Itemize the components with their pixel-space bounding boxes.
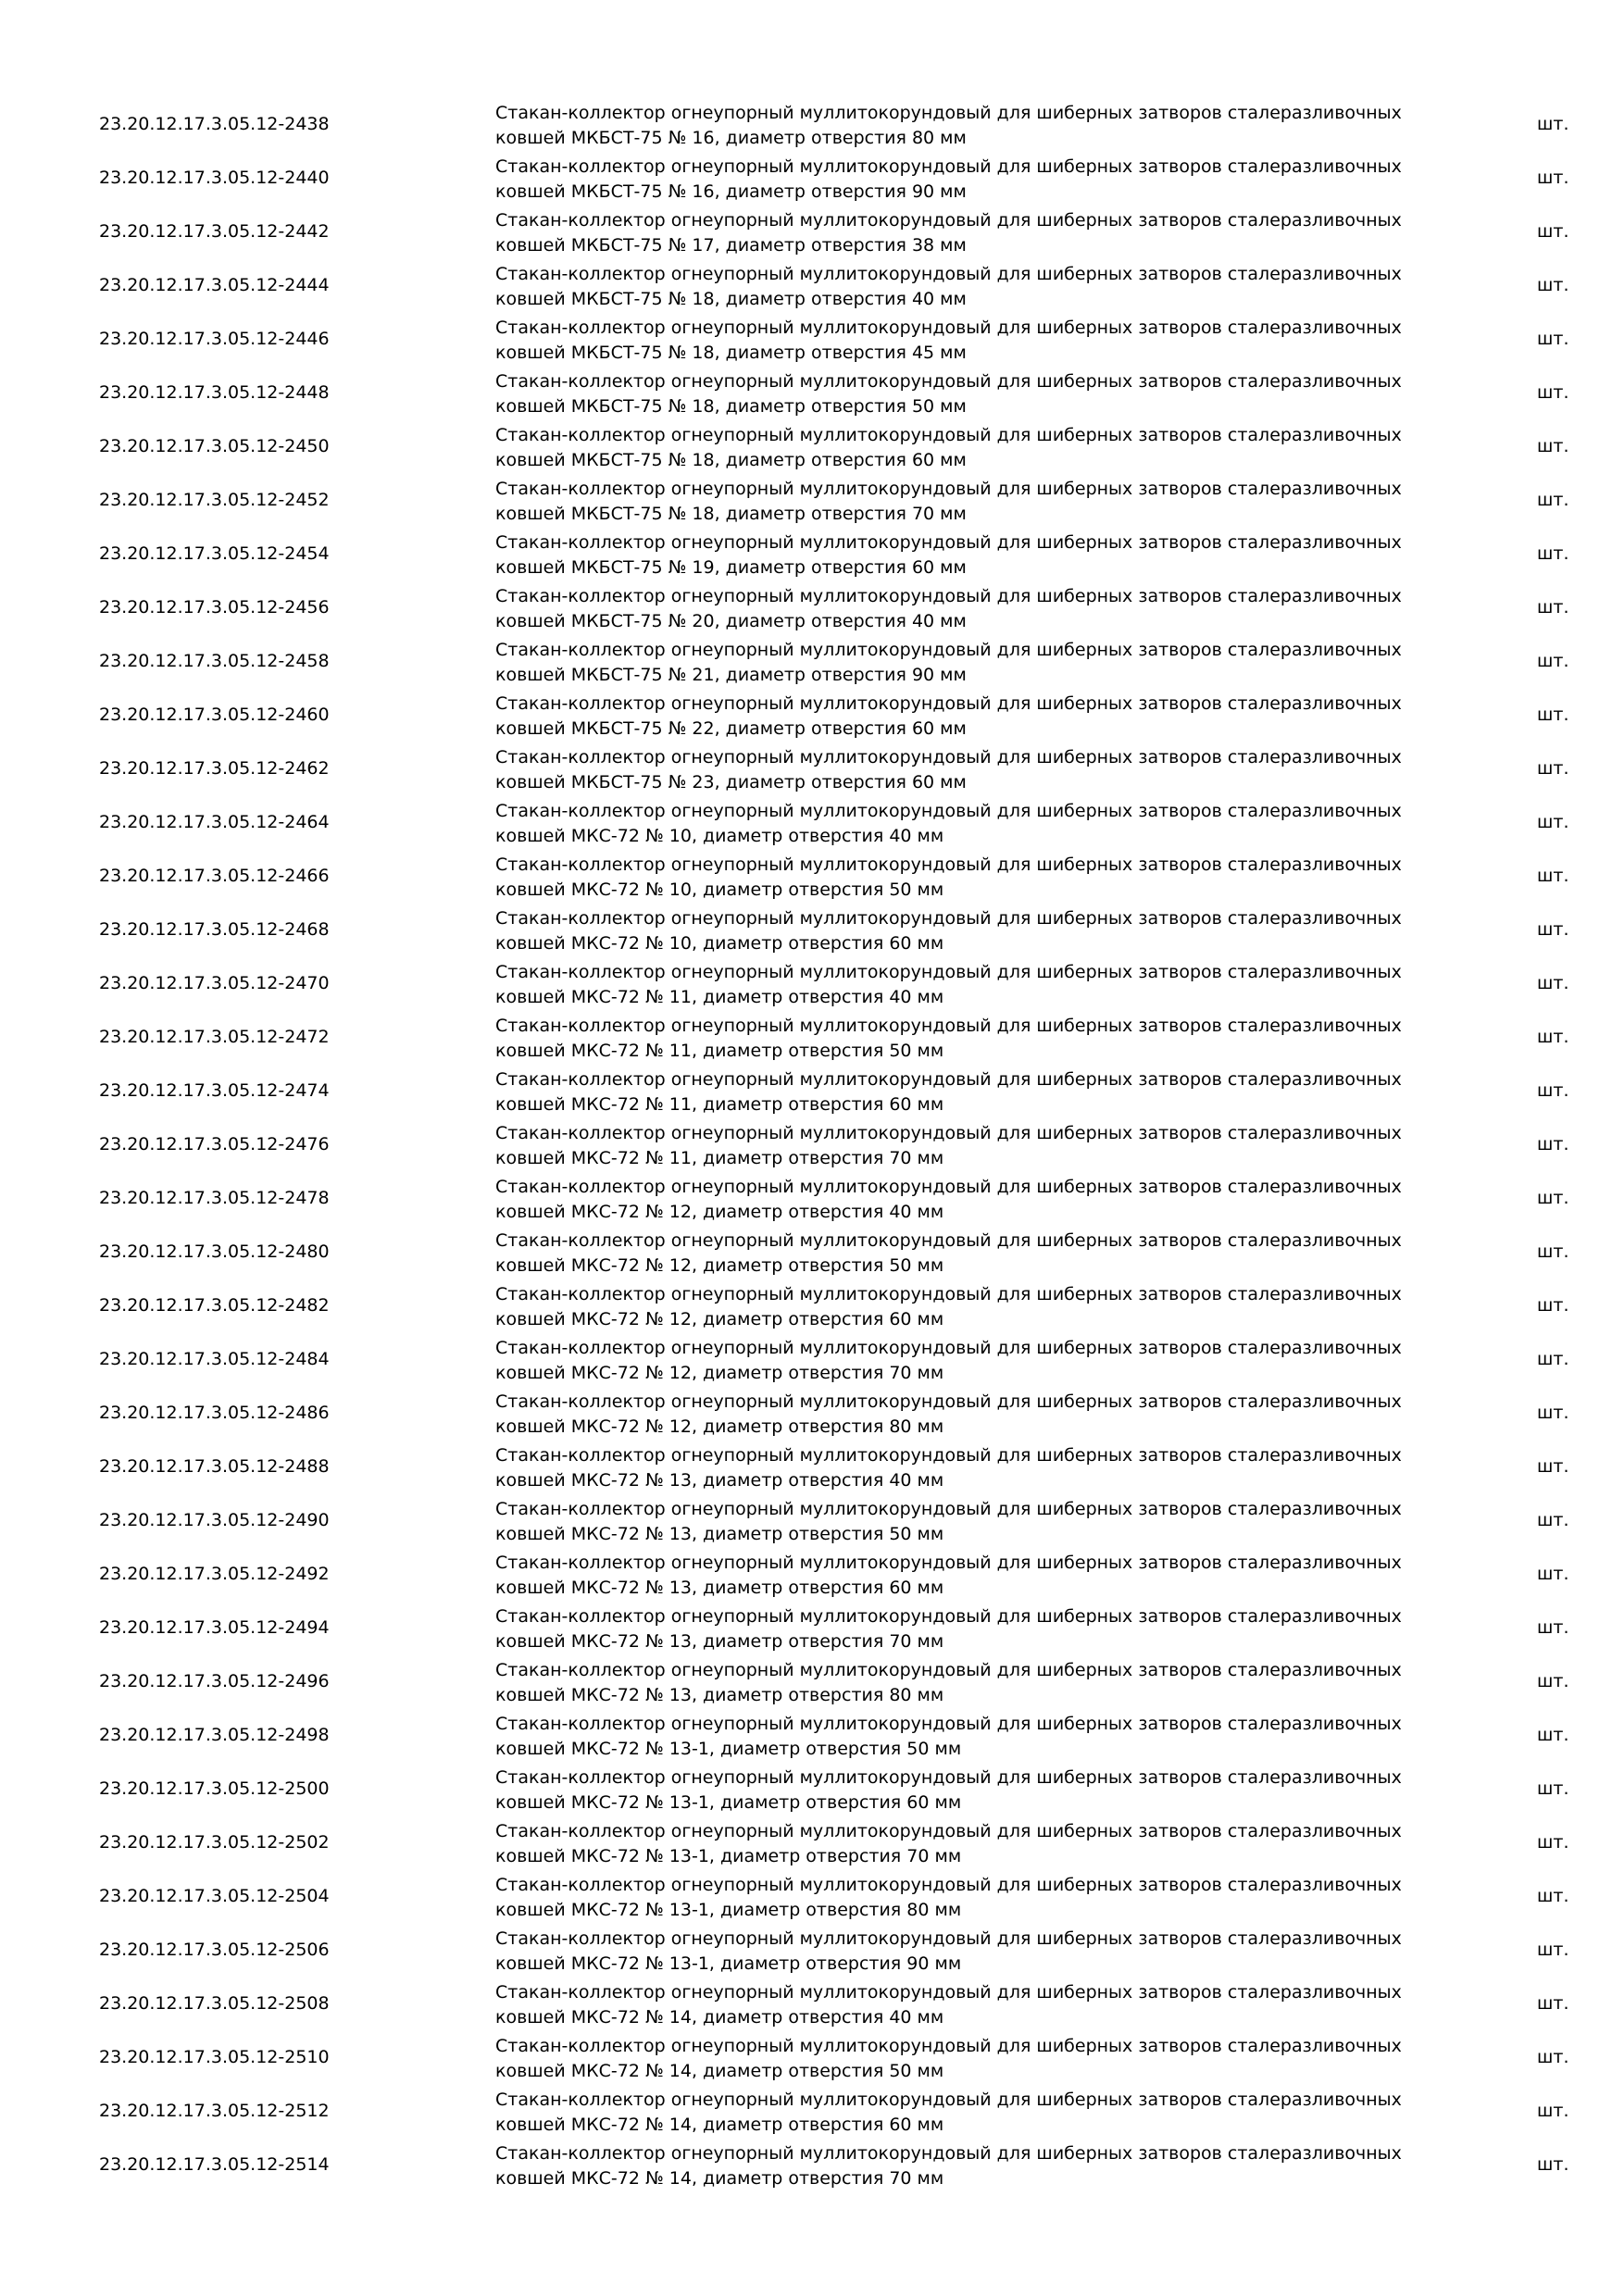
item-description [495, 369, 1440, 419]
item-unit: шт. [1537, 758, 1569, 779]
item-description-line-1: Стакан-коллектор огнеупорный муллитокорундовый для шиберных затворов сталеразливочных [495, 479, 1402, 499]
item-description-line-2: ковшей МКС-72 № 13-1, диаметр отверстия 80 мм [495, 1900, 962, 1920]
table-row [0, 1869, 1624, 1923]
item-description-line-2: ковшей МКБСТ-75 № 19, диаметр отверстия 60 мм [495, 557, 967, 578]
item-description-line-2: ковшей МКБСТ-75 № 18, диаметр отверстия 60 мм [495, 450, 967, 470]
price-table [0, 97, 1624, 2191]
item-description-line-1: Стакан-коллектор огнеупорный муллитокорундовый для шиберных затворов сталеразливочных [495, 156, 1402, 177]
item-code: 23.20.12.17.3.05.12-2474 [99, 1080, 330, 1101]
item-unit: шт. [1537, 114, 1569, 134]
item-description-line-2: ковшей МКС-72 № 14, диаметр отверстия 50 мм [495, 2061, 944, 2081]
item-description [495, 208, 1440, 258]
item-description-line-2: ковшей МКС-72 № 11, диаметр отверстия 70 мм [495, 1148, 944, 1168]
table-row [0, 849, 1624, 903]
table-row [0, 151, 1624, 205]
item-description-line-2: ковшей МКБСТ-75 № 21, диаметр отверстия 90 мм [495, 665, 967, 685]
item-description [495, 1443, 1440, 1493]
item-description [495, 1390, 1440, 1440]
item-unit: шт. [1537, 2101, 1569, 2121]
item-code: 23.20.12.17.3.05.12-2480 [99, 1242, 330, 1262]
item-unit: шт. [1537, 1188, 1569, 1208]
item-description-line-2: ковшей МКС-72 № 11, диаметр отверстия 60 мм [495, 1094, 944, 1115]
item-description-line-2: ковшей МКС-72 № 13, диаметр отверстия 80 мм [495, 1685, 944, 1705]
table-row [0, 1064, 1624, 1117]
item-code: 23.20.12.17.3.05.12-2440 [99, 168, 330, 188]
item-description-line-1: Стакан-коллектор огнеупорный муллитокорундовый для шиберных затворов сталеразливочных [495, 1391, 1402, 1412]
item-description-line-2: ковшей МКС-72 № 10, диаметр отверстия 40 мм [495, 826, 944, 846]
item-description-line-2: ковшей МКС-72 № 14, диаметр отверстия 60 мм [495, 2115, 944, 2135]
item-description [495, 262, 1440, 312]
table-row [0, 205, 1624, 258]
item-description-line-1: Стакан-коллектор огнеупорный муллитокорундовый для шиберных затворов сталеразливочных [495, 908, 1402, 929]
item-description-line-1: Стакан-коллектор огнеупорный муллитокорундовый для шиберных затворов сталеразливочных [495, 1016, 1402, 1036]
item-unit: шт. [1537, 1725, 1569, 1745]
item-description-line-1: Стакан-коллектор огнеупорный муллитокорундовый для шиберных затворов сталеразливочных [495, 2090, 1402, 2110]
item-description-line-1: Стакан-коллектор огнеупорный муллитокорундовый для шиберных затворов сталеразливочных [495, 1123, 1402, 1143]
item-description-line-2: ковшей МКБСТ-75 № 16, диаметр отверстия 90 мм [495, 181, 967, 202]
item-description [495, 960, 1440, 1010]
table-row [0, 1010, 1624, 1064]
item-unit: шт. [1537, 1456, 1569, 1477]
item-unit: шт. [1537, 382, 1569, 403]
item-description [495, 2088, 1440, 2138]
item-description-line-1: Стакан-коллектор огнеупорный муллитокорундовый для шиберных затворов сталеразливочных [495, 586, 1402, 606]
item-description-line-2: ковшей МКС-72 № 12, диаметр отверстия 50 мм [495, 1255, 944, 1276]
item-description [495, 1658, 1440, 1708]
table-row [0, 1708, 1624, 1762]
item-description [495, 1873, 1440, 1923]
item-description-line-1: Стакан-коллектор огнеупорный муллитокорундовый для шиберных затворов сталеразливочных [495, 210, 1402, 231]
item-description-line-1: Стакан-коллектор огнеупорный муллитокорундовый для шиберных затворов сталеразливочных [495, 1499, 1402, 1519]
item-unit: шт. [1537, 597, 1569, 618]
item-code: 23.20.12.17.3.05.12-2490 [99, 1510, 330, 1530]
item-description-line-2: ковшей МКБСТ-75 № 22, диаметр отверстия 60 мм [495, 718, 967, 739]
table-row [0, 1493, 1624, 1547]
table-row [0, 2030, 1624, 2084]
item-description-line-2: ковшей МКС-72 № 14, диаметр отверстия 70 мм [495, 2168, 944, 2189]
table-row [0, 1923, 1624, 1977]
item-description [495, 1712, 1440, 1762]
item-unit: шт. [1537, 436, 1569, 456]
item-description-line-2: ковшей МКС-72 № 13-1, диаметр отверстия 70 мм [495, 1846, 962, 1866]
item-code: 23.20.12.17.3.05.12-2454 [99, 543, 330, 564]
item-code: 23.20.12.17.3.05.12-2452 [99, 490, 330, 510]
item-description [495, 477, 1440, 527]
item-description-line-2: ковшей МКС-72 № 13-1, диаметр отверстия 60 мм [495, 1792, 962, 1813]
item-description-line-1: Стакан-коллектор огнеупорный муллитокорундовый для шиберных затворов сталеразливочных [495, 1606, 1402, 1627]
item-code: 23.20.12.17.3.05.12-2478 [99, 1188, 330, 1208]
table-row [0, 903, 1624, 956]
table-row [0, 1440, 1624, 1493]
item-unit: шт. [1537, 1617, 1569, 1638]
item-code: 23.20.12.17.3.05.12-2442 [99, 221, 330, 242]
table-row [0, 956, 1624, 1010]
item-description-line-2: ковшей МКС-72 № 10, диаметр отверстия 60 мм [495, 933, 944, 954]
table-row [0, 312, 1624, 366]
table-row [0, 1816, 1624, 1869]
item-code: 23.20.12.17.3.05.12-2504 [99, 1886, 330, 1906]
item-unit: шт. [1537, 1993, 1569, 2014]
item-code: 23.20.12.17.3.05.12-2498 [99, 1725, 330, 1745]
table-row [0, 473, 1624, 527]
item-code: 23.20.12.17.3.05.12-2506 [99, 1940, 330, 1960]
item-description [495, 1229, 1440, 1279]
item-unit: шт. [1537, 973, 1569, 993]
item-unit: шт. [1537, 1832, 1569, 1853]
table-row [0, 634, 1624, 688]
item-unit: шт. [1537, 1134, 1569, 1154]
item-code: 23.20.12.17.3.05.12-2450 [99, 436, 330, 456]
item-unit: шт. [1537, 1778, 1569, 1799]
item-description-line-1: Стакан-коллектор огнеупорный муллитокорундовый для шиберных затворов сталеразливочных [495, 693, 1402, 714]
item-description [495, 1927, 1440, 1977]
item-description [495, 1067, 1440, 1117]
item-description-line-1: Стакан-коллектор огнеупорный муллитокорундовый для шиберных затворов сталеразливочных [495, 1338, 1402, 1358]
item-description-line-2: ковшей МКБСТ-75 № 23, диаметр отверстия 60 мм [495, 772, 967, 792]
item-description-line-1: Стакан-коллектор огнеупорный муллитокорундовый для шиберных затворов сталеразливочных [495, 318, 1402, 338]
item-code: 23.20.12.17.3.05.12-2492 [99, 1564, 330, 1584]
item-description-line-1: Стакан-коллектор огнеупорный муллитокорундовый для шиберных затворов сталеразливочных [495, 1928, 1402, 1949]
item-unit: шт. [1537, 651, 1569, 671]
item-description [495, 906, 1440, 956]
item-description-line-1: Стакан-коллектор огнеупорный муллитокорундовый для шиберных затворов сталеразливочных [495, 1660, 1402, 1680]
item-description-line-2: ковшей МКС-72 № 12, диаметр отверстия 80 мм [495, 1416, 944, 1437]
item-description [495, 692, 1440, 742]
item-description-line-1: Стакан-коллектор огнеупорный муллитокорундовый для шиберных затворов сталеразливочных [495, 103, 1402, 123]
item-description-line-2: ковшей МКС-72 № 14, диаметр отверстия 40 мм [495, 2007, 944, 2028]
item-description-line-1: Стакан-коллектор огнеупорный муллитокорундовый для шиберных затворов сталеразливочных [495, 1230, 1402, 1251]
item-code: 23.20.12.17.3.05.12-2484 [99, 1349, 330, 1369]
table-row [0, 1762, 1624, 1816]
table-row [0, 1171, 1624, 1225]
item-description [495, 1282, 1440, 1332]
item-description [495, 1604, 1440, 1654]
item-description-line-1: Стакан-коллектор огнеупорный муллитокорундовый для шиберных затворов сталеразливочных [495, 371, 1402, 392]
item-description-line-2: ковшей МКБСТ-75 № 18, диаметр отверстия 70 мм [495, 504, 967, 524]
item-description-line-2: ковшей МКС-72 № 12, диаметр отверстия 70 мм [495, 1363, 944, 1383]
item-description-line-1: Стакан-коллектор огнеупорный муллитокорундовый для шиберных затворов сталеразливочных [495, 855, 1402, 875]
item-description [495, 638, 1440, 688]
item-description [495, 155, 1440, 205]
item-description-line-1: Стакан-коллектор огнеупорный муллитокорундовый для шиберных затворов сталеразливочных [495, 1875, 1402, 1895]
item-description-line-1: Стакан-коллектор огнеупорный муллитокорундовый для шиберных затворов сталеразливочных [495, 264, 1402, 284]
item-unit: шт. [1537, 221, 1569, 242]
item-description [495, 799, 1440, 849]
item-code: 23.20.12.17.3.05.12-2460 [99, 705, 330, 725]
item-code: 23.20.12.17.3.05.12-2468 [99, 919, 330, 940]
table-row [0, 1654, 1624, 1708]
item-description-line-2: ковшей МКБСТ-75 № 20, диаметр отверстия 40 мм [495, 611, 967, 631]
item-description [495, 1551, 1440, 1601]
item-unit: шт. [1537, 1940, 1569, 1960]
item-description-line-2: ковшей МКС-72 № 13, диаметр отверстия 60 мм [495, 1578, 944, 1598]
item-unit: шт. [1537, 1295, 1569, 1316]
item-description [495, 530, 1440, 580]
item-description-line-2: ковшей МКС-72 № 12, диаметр отверстия 60 мм [495, 1309, 944, 1329]
table-row [0, 258, 1624, 312]
item-unit: шт. [1537, 1027, 1569, 1047]
table-row [0, 419, 1624, 473]
item-unit: шт. [1537, 543, 1569, 564]
item-description [495, 2034, 1440, 2084]
table-row [0, 97, 1624, 151]
table-row [0, 688, 1624, 742]
item-unit: шт. [1537, 1349, 1569, 1369]
item-description-line-2: ковшей МКС-72 № 11, диаметр отверстия 40 мм [495, 987, 944, 1007]
item-description-line-2: ковшей МКС-72 № 10, диаметр отверстия 50 мм [495, 880, 944, 900]
item-unit: шт. [1537, 705, 1569, 725]
item-description [495, 853, 1440, 903]
item-description-line-2: ковшей МКС-72 № 13-1, диаметр отверстия 90 мм [495, 1953, 962, 1974]
item-unit: шт. [1537, 490, 1569, 510]
item-description-line-1: Стакан-коллектор огнеупорный муллитокорундовый для шиберных затворов сталеразливочных [495, 532, 1402, 553]
item-description-line-1: Стакан-коллектор огнеупорный муллитокорундовый для шиберных затворов сталеразливочных [495, 640, 1402, 660]
item-unit: шт. [1537, 2154, 1569, 2175]
item-code: 23.20.12.17.3.05.12-2510 [99, 2047, 330, 2067]
item-code: 23.20.12.17.3.05.12-2486 [99, 1403, 330, 1423]
item-unit: шт. [1537, 1564, 1569, 1584]
item-code: 23.20.12.17.3.05.12-2444 [99, 275, 330, 295]
item-description-line-1: Стакан-коллектор огнеупорный муллитокорундовый для шиберных затворов сталеразливочных [495, 1982, 1402, 2003]
item-code: 23.20.12.17.3.05.12-2502 [99, 1832, 330, 1853]
item-description-line-1: Стакан-коллектор огнеупорный муллитокорундовый для шиберных затворов сталеразливочных [495, 1069, 1402, 1090]
item-description-line-2: ковшей МКС-72 № 13, диаметр отверстия 40 мм [495, 1470, 944, 1491]
item-description [495, 101, 1440, 151]
item-code: 23.20.12.17.3.05.12-2488 [99, 1456, 330, 1477]
item-description [495, 584, 1440, 634]
item-description-line-2: ковшей МКС-72 № 12, диаметр отверстия 40 мм [495, 1202, 944, 1222]
table-row [0, 2138, 1624, 2191]
item-code: 23.20.12.17.3.05.12-2470 [99, 973, 330, 993]
item-code: 23.20.12.17.3.05.12-2500 [99, 1778, 330, 1799]
table-row [0, 1332, 1624, 1386]
item-code: 23.20.12.17.3.05.12-2494 [99, 1617, 330, 1638]
item-code: 23.20.12.17.3.05.12-2496 [99, 1671, 330, 1691]
item-unit: шт. [1537, 1403, 1569, 1423]
table-row [0, 1225, 1624, 1279]
item-unit: шт. [1537, 168, 1569, 188]
item-description [495, 745, 1440, 795]
item-description-line-1: Стакан-коллектор огнеупорный муллитокорундовый для шиберных затворов сталеразливочных [495, 1177, 1402, 1197]
table-row [0, 742, 1624, 795]
item-description-line-1: Стакан-коллектор огнеупорный муллитокорундовый для шиберных затворов сталеразливочных [495, 1821, 1402, 1841]
item-description [495, 1014, 1440, 1064]
item-description-line-1: Стакан-коллектор огнеупорный муллитокорундовый для шиберных затворов сталеразливочных [495, 801, 1402, 821]
item-description-line-2: ковшей МКС-72 № 13-1, диаметр отверстия 50 мм [495, 1739, 962, 1759]
item-code: 23.20.12.17.3.05.12-2446 [99, 329, 330, 349]
item-code: 23.20.12.17.3.05.12-2458 [99, 651, 330, 671]
table-row [0, 1601, 1624, 1654]
item-description-line-2: ковшей МКС-72 № 11, диаметр отверстия 50 мм [495, 1041, 944, 1061]
item-description-line-2: ковшей МКБСТ-75 № 16, диаметр отверстия 80 мм [495, 128, 967, 148]
item-code: 23.20.12.17.3.05.12-2438 [99, 114, 330, 134]
item-code: 23.20.12.17.3.05.12-2508 [99, 1993, 330, 2014]
item-description [495, 423, 1440, 473]
table-row [0, 580, 1624, 634]
item-description [495, 1980, 1440, 2030]
table-row [0, 366, 1624, 419]
table-row [0, 1279, 1624, 1332]
item-description-line-1: Стакан-коллектор огнеупорный муллитокорундовый для шиберных затворов сталеразливочных [495, 1767, 1402, 1788]
item-code: 23.20.12.17.3.05.12-2456 [99, 597, 330, 618]
item-unit: шт. [1537, 329, 1569, 349]
item-description-line-2: ковшей МКБСТ-75 № 18, диаметр отверстия 50 мм [495, 396, 967, 417]
item-description-line-2: ковшей МКС-72 № 13, диаметр отверстия 50 мм [495, 1524, 944, 1544]
item-unit: шт. [1537, 812, 1569, 832]
item-code: 23.20.12.17.3.05.12-2466 [99, 866, 330, 886]
table-row [0, 527, 1624, 580]
item-unit: шт. [1537, 1080, 1569, 1101]
item-description-line-1: Стакан-коллектор огнеупорный муллитокорундовый для шиберных затворов сталеразливочных [495, 425, 1402, 445]
item-unit: шт. [1537, 1671, 1569, 1691]
item-code: 23.20.12.17.3.05.12-2512 [99, 2101, 330, 2121]
item-description [495, 2141, 1440, 2191]
item-unit: шт. [1537, 1242, 1569, 1262]
item-code: 23.20.12.17.3.05.12-2514 [99, 2154, 330, 2175]
item-description [495, 1336, 1440, 1386]
item-description-line-2: ковшей МКБСТ-75 № 17, диаметр отверстия 38 мм [495, 235, 967, 256]
item-description-line-2: ковшей МКБСТ-75 № 18, диаметр отверстия 40 мм [495, 289, 967, 309]
table-row [0, 2084, 1624, 2138]
item-code: 23.20.12.17.3.05.12-2476 [99, 1134, 330, 1154]
item-unit: шт. [1537, 919, 1569, 940]
item-description-line-1: Стакан-коллектор огнеупорный муллитокорундовый для шиберных затворов сталеразливочных [495, 1445, 1402, 1466]
table-row [0, 1386, 1624, 1440]
item-description-line-1: Стакан-коллектор огнеупорный муллитокорундовый для шиберных затворов сталеразливочных [495, 1714, 1402, 1734]
item-description-line-2: ковшей МКБСТ-75 № 18, диаметр отверстия 45 мм [495, 343, 967, 363]
table-row [0, 795, 1624, 849]
item-description [495, 1766, 1440, 1816]
item-code: 23.20.12.17.3.05.12-2482 [99, 1295, 330, 1316]
item-code: 23.20.12.17.3.05.12-2464 [99, 812, 330, 832]
item-unit: шт. [1537, 2047, 1569, 2067]
item-unit: шт. [1537, 1886, 1569, 1906]
item-description [495, 1497, 1440, 1547]
item-description-line-2: ковшей МКС-72 № 13, диаметр отверстия 70 мм [495, 1631, 944, 1652]
item-description [495, 316, 1440, 366]
item-description-line-1: Стакан-коллектор огнеупорный муллитокорундовый для шиберных затворов сталеразливочных [495, 962, 1402, 982]
table-row [0, 1547, 1624, 1601]
item-unit: шт. [1537, 275, 1569, 295]
item-code: 23.20.12.17.3.05.12-2472 [99, 1027, 330, 1047]
item-description-line-1: Стакан-коллектор огнеупорный муллитокорундовый для шиберных затворов сталеразливочных [495, 2036, 1402, 2056]
table-row [0, 1977, 1624, 2030]
item-description-line-1: Стакан-коллектор огнеупорный муллитокорундовый для шиберных затворов сталеразливочных [495, 2143, 1402, 2164]
item-description-line-1: Стакан-коллектор огнеупорный муллитокорундовый для шиберных затворов сталеразливочных [495, 747, 1402, 767]
item-description [495, 1121, 1440, 1171]
table-row [0, 1117, 1624, 1171]
item-description [495, 1819, 1440, 1869]
item-code: 23.20.12.17.3.05.12-2448 [99, 382, 330, 403]
item-unit: шт. [1537, 866, 1569, 886]
item-description-line-1: Стакан-коллектор огнеупорный муллитокорундовый для шиберных затворов сталеразливочных [495, 1284, 1402, 1304]
item-unit: шт. [1537, 1510, 1569, 1530]
item-description-line-1: Стакан-коллектор огнеупорный муллитокорундовый для шиберных затворов сталеразливочных [495, 1553, 1402, 1573]
item-code: 23.20.12.17.3.05.12-2462 [99, 758, 330, 779]
item-description [495, 1175, 1440, 1225]
